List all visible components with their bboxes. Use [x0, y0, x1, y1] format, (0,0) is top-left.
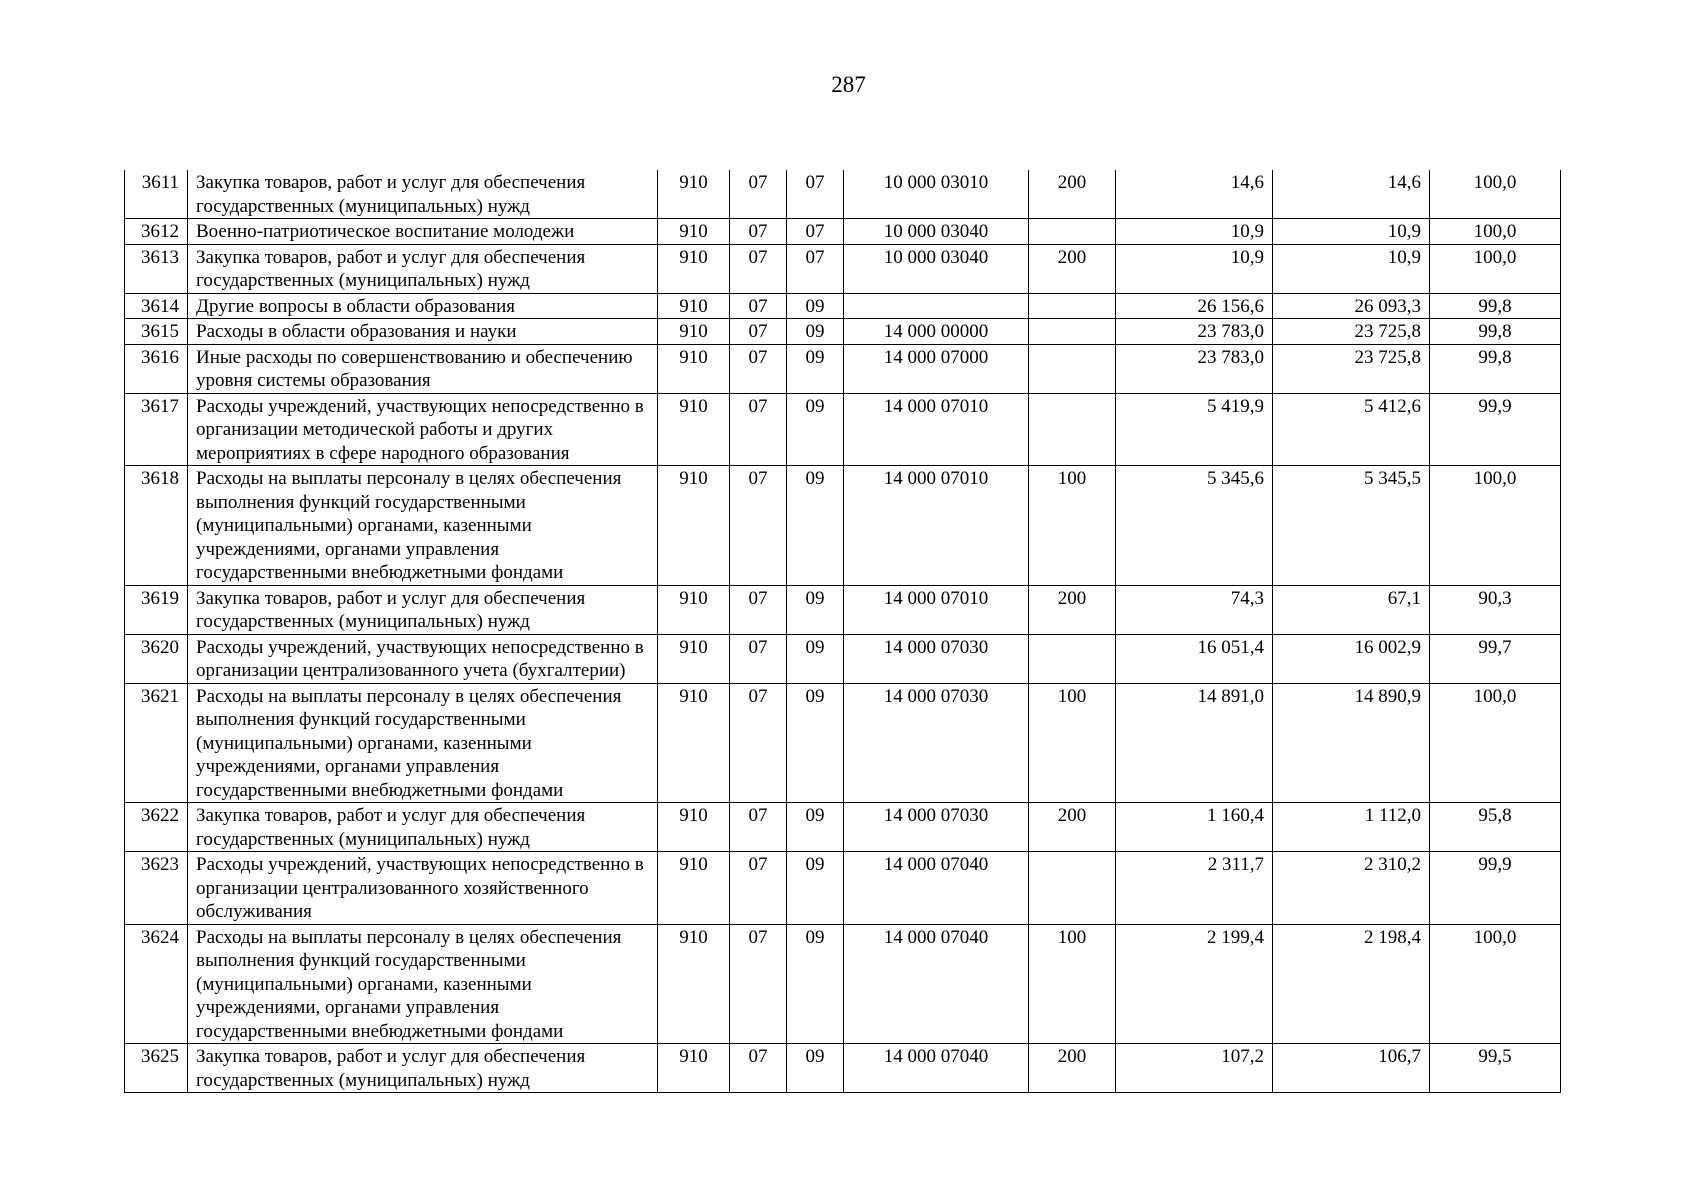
department-code: 910 [658, 466, 730, 586]
subsection-code: 07 [787, 170, 844, 219]
department-code: 910 [658, 924, 730, 1044]
expense-name: Расходы учреждений, участвующих непосредственно в организации методической работы и других мероприятиях в сфере народного образования [188, 393, 658, 466]
expense-name: Закупка товаров, работ и услуг для обеспечения государственных (муниципальных) нужд [188, 1044, 658, 1093]
planned-amount: 5 345,6 [1116, 466, 1273, 586]
expense-type-code [1029, 293, 1116, 319]
row-number: 3611 [125, 170, 188, 219]
section-code: 07 [730, 319, 787, 345]
target-article-code: 14 000 07010 [844, 585, 1029, 634]
target-article-code: 10 000 03040 [844, 244, 1029, 293]
table-row [125, 344, 1561, 393]
table-row [125, 244, 1561, 293]
section-code: 07 [730, 393, 787, 466]
table-row [125, 634, 1561, 683]
actual-amount: 2 198,4 [1273, 924, 1430, 1044]
expense-name: Закупка товаров, работ и услуг для обеспечения государственных (муниципальных) нужд [188, 803, 658, 852]
table-body [125, 170, 1561, 1093]
expense-name: Расходы в области образования и науки [188, 319, 658, 345]
section-code: 07 [730, 244, 787, 293]
planned-amount: 16 051,4 [1116, 634, 1273, 683]
target-article-code: 14 000 07010 [844, 466, 1029, 586]
target-article-code: 14 000 07040 [844, 852, 1029, 925]
subsection-code: 09 [787, 319, 844, 345]
target-article-code: 14 000 07000 [844, 344, 1029, 393]
planned-amount: 10,9 [1116, 219, 1273, 245]
table-row [125, 170, 1561, 219]
table-row [125, 293, 1561, 319]
expense-type-code: 200 [1029, 803, 1116, 852]
table-row [125, 1044, 1561, 1093]
planned-amount: 23 783,0 [1116, 344, 1273, 393]
subsection-code: 09 [787, 852, 844, 925]
department-code: 910 [658, 634, 730, 683]
table-row [125, 466, 1561, 586]
section-code: 07 [730, 170, 787, 219]
execution-percent: 90,3 [1430, 585, 1561, 634]
row-number: 3621 [125, 683, 188, 803]
actual-amount: 10,9 [1273, 219, 1430, 245]
table-row [125, 683, 1561, 803]
department-code: 910 [658, 319, 730, 345]
department-code: 910 [658, 170, 730, 219]
expense-name: Расходы на выплаты персоналу в целях обеспечения выполнения функций государственными (муниципальными) органами, казенными учреждениями, органами управления государственными внебюджетными фондами [188, 924, 658, 1044]
row-number: 3618 [125, 466, 188, 586]
expense-name: Расходы учреждений, участвующих непосредственно в организации централизованного хозяйственного обслуживания [188, 852, 658, 925]
section-code: 07 [730, 634, 787, 683]
actual-amount: 16 002,9 [1273, 634, 1430, 683]
subsection-code: 09 [787, 634, 844, 683]
expense-type-code: 200 [1029, 244, 1116, 293]
actual-amount: 14 890,9 [1273, 683, 1430, 803]
subsection-code: 07 [787, 219, 844, 245]
planned-amount: 107,2 [1116, 1044, 1273, 1093]
budget-table [124, 170, 1561, 1093]
target-article-code: 10 000 03010 [844, 170, 1029, 219]
row-number: 3612 [125, 219, 188, 245]
table-row [125, 393, 1561, 466]
section-code: 07 [730, 344, 787, 393]
section-code: 07 [730, 219, 787, 245]
section-code: 07 [730, 852, 787, 925]
planned-amount: 26 156,6 [1116, 293, 1273, 319]
row-number: 3624 [125, 924, 188, 1044]
subsection-code: 09 [787, 803, 844, 852]
actual-amount: 14,6 [1273, 170, 1430, 219]
section-code: 07 [730, 585, 787, 634]
section-code: 07 [730, 803, 787, 852]
target-article-code: 14 000 07030 [844, 683, 1029, 803]
row-number: 3614 [125, 293, 188, 319]
actual-amount: 26 093,3 [1273, 293, 1430, 319]
expense-type-code [1029, 319, 1116, 345]
expense-name: Закупка товаров, работ и услуг для обеспечения государственных (муниципальных) нужд [188, 244, 658, 293]
expense-type-code: 200 [1029, 170, 1116, 219]
section-code: 07 [730, 924, 787, 1044]
planned-amount: 5 419,9 [1116, 393, 1273, 466]
subsection-code: 09 [787, 466, 844, 586]
execution-percent: 99,7 [1430, 634, 1561, 683]
department-code: 910 [658, 393, 730, 466]
actual-amount: 67,1 [1273, 585, 1430, 634]
actual-amount: 23 725,8 [1273, 344, 1430, 393]
execution-percent: 100,0 [1430, 244, 1561, 293]
actual-amount: 2 310,2 [1273, 852, 1430, 925]
subsection-code: 09 [787, 1044, 844, 1093]
execution-percent: 99,8 [1430, 344, 1561, 393]
subsection-code: 09 [787, 344, 844, 393]
subsection-code: 09 [787, 924, 844, 1044]
planned-amount: 1 160,4 [1116, 803, 1273, 852]
actual-amount: 106,7 [1273, 1044, 1430, 1093]
expense-name: Иные расходы по совершенствованию и обеспечению уровня системы образования [188, 344, 658, 393]
row-number: 3620 [125, 634, 188, 683]
target-article-code: 14 000 07040 [844, 924, 1029, 1044]
expense-type-code [1029, 634, 1116, 683]
subsection-code: 09 [787, 293, 844, 319]
department-code: 910 [658, 803, 730, 852]
expense-name: Расходы на выплаты персоналу в целях обеспечения выполнения функций государственными (муниципальными) органами, казенными учреждениями, органами управления государственными внебюджетными фондами [188, 683, 658, 803]
actual-amount: 10,9 [1273, 244, 1430, 293]
row-number: 3625 [125, 1044, 188, 1093]
section-code: 07 [730, 1044, 787, 1093]
department-code: 910 [658, 683, 730, 803]
section-code: 07 [730, 293, 787, 319]
target-article-code: 14 000 00000 [844, 319, 1029, 345]
page-number: 287 [831, 72, 866, 97]
target-article-code: 14 000 07010 [844, 393, 1029, 466]
planned-amount: 2 199,4 [1116, 924, 1273, 1044]
execution-percent: 99,5 [1430, 1044, 1561, 1093]
department-code: 910 [658, 244, 730, 293]
expense-type-code [1029, 393, 1116, 466]
expense-name: Расходы учреждений, участвующих непосредственно в организации централизованного учета (бухгалтерии) [188, 634, 658, 683]
department-code: 910 [658, 1044, 730, 1093]
subsection-code: 09 [787, 585, 844, 634]
expense-type-code: 100 [1029, 683, 1116, 803]
planned-amount: 10,9 [1116, 244, 1273, 293]
table-row [125, 803, 1561, 852]
section-code: 07 [730, 683, 787, 803]
planned-amount: 23 783,0 [1116, 319, 1273, 345]
subsection-code: 07 [787, 244, 844, 293]
execution-percent: 99,8 [1430, 293, 1561, 319]
section-code: 07 [730, 466, 787, 586]
actual-amount: 23 725,8 [1273, 319, 1430, 345]
expense-type-code [1029, 219, 1116, 245]
row-number: 3617 [125, 393, 188, 466]
expense-name: Закупка товаров, работ и услуг для обеспечения государственных (муниципальных) нужд [188, 170, 658, 219]
execution-percent: 100,0 [1430, 170, 1561, 219]
department-code: 910 [658, 852, 730, 925]
execution-percent: 99,9 [1430, 852, 1561, 925]
execution-percent: 100,0 [1430, 924, 1561, 1044]
table-row [125, 852, 1561, 925]
execution-percent: 99,8 [1430, 319, 1561, 345]
execution-percent: 95,8 [1430, 803, 1561, 852]
planned-amount: 74,3 [1116, 585, 1273, 634]
subsection-code: 09 [787, 393, 844, 466]
expense-type-code [1029, 852, 1116, 925]
table-row [125, 924, 1561, 1044]
expense-type-code [1029, 344, 1116, 393]
execution-percent: 100,0 [1430, 219, 1561, 245]
expense-type-code: 100 [1029, 466, 1116, 586]
expense-type-code: 200 [1029, 585, 1116, 634]
department-code: 910 [658, 219, 730, 245]
expense-type-code: 100 [1029, 924, 1116, 1044]
target-article-code: 14 000 07040 [844, 1044, 1029, 1093]
expense-name: Другие вопросы в области образования [188, 293, 658, 319]
department-code: 910 [658, 344, 730, 393]
target-article-code: 14 000 07030 [844, 634, 1029, 683]
target-article-code [844, 293, 1029, 319]
row-number: 3623 [125, 852, 188, 925]
expense-name: Военно-патриотическое воспитание молодежи [188, 219, 658, 245]
row-number: 3622 [125, 803, 188, 852]
execution-percent: 100,0 [1430, 466, 1561, 586]
expense-name: Расходы на выплаты персоналу в целях обеспечения выполнения функций государственными (муниципальными) органами, казенными учреждениями, органами управления государственными внебюджетными фондами [188, 466, 658, 586]
actual-amount: 5 345,5 [1273, 466, 1430, 586]
target-article-code: 14 000 07030 [844, 803, 1029, 852]
planned-amount: 14,6 [1116, 170, 1273, 219]
row-number: 3615 [125, 319, 188, 345]
target-article-code: 10 000 03040 [844, 219, 1029, 245]
expense-type-code: 200 [1029, 1044, 1116, 1093]
actual-amount: 1 112,0 [1273, 803, 1430, 852]
planned-amount: 14 891,0 [1116, 683, 1273, 803]
row-number: 3616 [125, 344, 188, 393]
subsection-code: 09 [787, 683, 844, 803]
table-row [125, 585, 1561, 634]
department-code: 910 [658, 585, 730, 634]
execution-percent: 100,0 [1430, 683, 1561, 803]
actual-amount: 5 412,6 [1273, 393, 1430, 466]
department-code: 910 [658, 293, 730, 319]
table-row [125, 319, 1561, 345]
table-row [125, 219, 1561, 245]
row-number: 3619 [125, 585, 188, 634]
planned-amount: 2 311,7 [1116, 852, 1273, 925]
row-number: 3613 [125, 244, 188, 293]
expense-name: Закупка товаров, работ и услуг для обеспечения государственных (муниципальных) нужд [188, 585, 658, 634]
execution-percent: 99,9 [1430, 393, 1561, 466]
